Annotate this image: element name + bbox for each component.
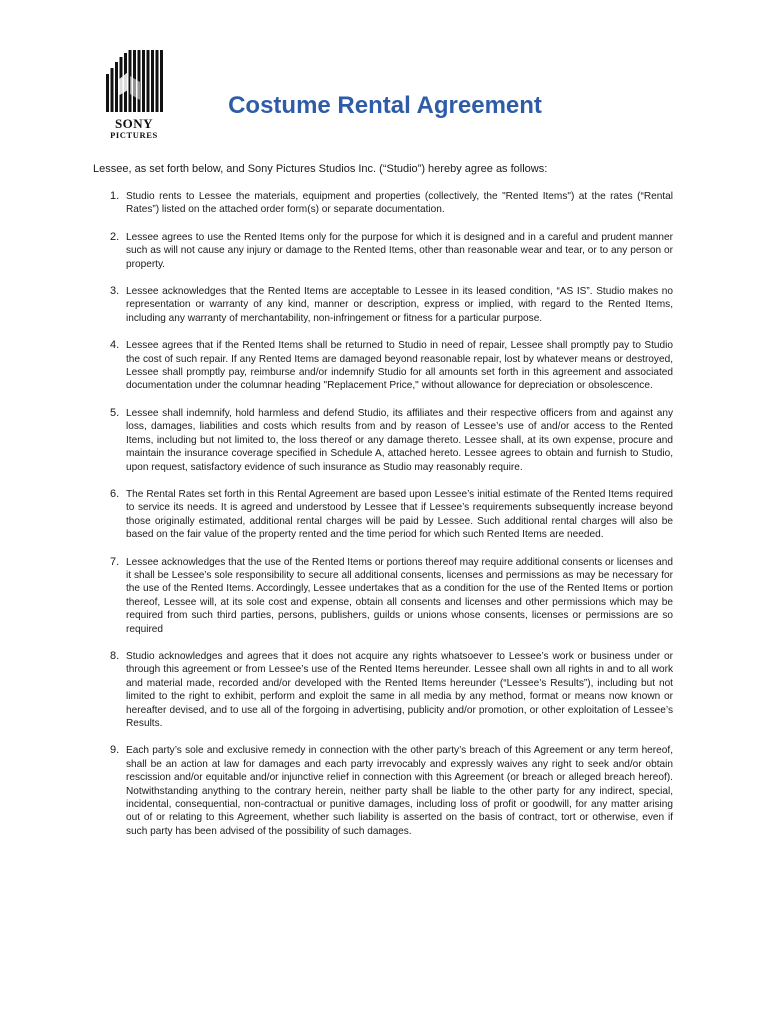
clause-number: 4. xyxy=(110,339,120,352)
clause-item xyxy=(93,556,673,636)
clause-text: Each party’s sole and exclusive remedy in connection with the other party’s breach of this Agreement or any term hereof, shall be an action at law for damages and each party irrevocably and expressly waives any right to seek and/or obtain rescission and/or equitable and/or injunctive relief in connection with this Agreement (or breach or alleged breach hereof). Notwithstanding anything to the contrary herein, neither party shall be liable to the other party for any indirect, special, incidental, consequential, non-contractual or punitive damages, including loss of profit or goodwill, for any matter arising out of or relating to this Agreement, whether such liability is asserted on the basis of contract, tort or otherwise, even if such party has been advised of the possibility of such damages. xyxy=(126,745,673,837)
document-title xyxy=(0,92,770,121)
clause-item xyxy=(93,650,673,730)
clause-item xyxy=(93,488,673,542)
clause-text: Lessee acknowledges that the use of the Rented Items or portions thereof may require additional consents or licenses and it shall be Lessee’s sole responsibility to secure all additional consents, licenses and permissions as may be necessary for the use of the Rented Items. Accordingly, Lessee undertakes that as a condition for the use of the Rented Items or portion thereof, Lessee will, at its sole cost and expense, obtain all consents and licenses and other permissions which may be required from such third parties, persons, publishers, guilds or unions whose consents, licenses or permissions are so required xyxy=(126,556,673,635)
clause-item xyxy=(93,190,673,217)
clause-text: Lessee agrees that if the Rented Items shall be returned to Studio in need of repair, Lessee shall promptly pay to Studio the cost of such repair. If any Rented Items are damaged beyond reasonable repair, lost by whatever means or destroyed, Lessee shall promptly pay, reimburse and/or indemnify Studio for all amounts set forth in this agreement and associated documentation under the columnar heading "Replacement Price," without allowance for depreciation or obsolescence. xyxy=(126,340,673,392)
clause-number: 5. xyxy=(110,406,120,419)
clause-item xyxy=(93,285,673,325)
clause-text: Lessee agrees to use the Rented Items only for the purpose for which it is designed and in a careful and prudent manner such as will not cause any injury or damage to the Rented Items, other than reasonable wear and tear, or to any person or property. xyxy=(126,231,673,270)
clause-number: 9. xyxy=(110,744,120,757)
clause-item xyxy=(93,744,673,838)
logo-subwordmark: PICTURES xyxy=(110,130,158,140)
intro-paragraph: Lessee, as set forth below, and Sony Pictures Studios Inc. (“Studio”) hereby agree as follows: xyxy=(93,163,548,175)
clause-text: Studio rents to Lessee the materials, equipment and properties (collectively, the "Rented Items") at the rates (“Rental Rates”) listed on the attached order form(s) or separate documentation. xyxy=(126,191,673,216)
document-title-text: Costume Rental Agreement xyxy=(228,92,542,119)
clause-number: 2. xyxy=(110,230,120,243)
clause-number: 6. xyxy=(110,487,120,500)
logo-wordmark: SONY xyxy=(114,116,154,131)
clause-number: 8. xyxy=(110,649,120,662)
clause-number: 3. xyxy=(110,285,120,298)
clause-item xyxy=(93,407,673,474)
clause-list xyxy=(93,190,673,838)
clause-text: Studio acknowledges and agrees that it does not acquire any rights whatsoever to Lessee’s work or business under or through this agreement or from Lessee’s use of the Rented Items hereunder. Lessee shall own all rights in and to all work and material made, recorded and/or developed with the Rented Items hereunder (“Lessee’s Results”), including but not limited to the right to exhibit, perform and exploit the same in all media by any method, format or means now known or hereafter devised, and to use all of the forgoing in advertising, publicity and/or promotion, or other exploitation of Lessee’s Results. xyxy=(126,650,673,729)
clause-text: Lessee shall indemnify, hold harmless and defend Studio, its affiliates and their respective officers from and against any loss, damages, liabilities and costs which results from and by reason of Lessee’s use of and/or access to the Rented Items, including but not limited to, the loss thereof or any damage thereto. Lessee shall, at its own expense, procure and maintain the insurance coverage specified in Schedule A, attached hereto. Lessee agrees to obtain and furnish to Studio, upon request, satisfactory evidence of such insurance as Studio may reasonably require. xyxy=(126,407,673,473)
clause-item xyxy=(93,231,673,271)
clause-text: Lessee acknowledges that the Rented Items are acceptable to Lessee in its leased condition, “AS IS”. Studio makes no representation or warranty of any kind, manner or description, express or implied, with regard to the Rented Items, including any warranty of merchantability, non-infringement or fitness for a particular purpose. xyxy=(126,286,673,324)
clause-item xyxy=(93,339,673,393)
clause-number: 1. xyxy=(110,190,120,202)
clause-number: 7. xyxy=(110,555,120,568)
clause-text: The Rental Rates set forth in this Rental Agreement are based upon Lessee’s initial estimate of the Rented Items required to service its needs. It is agreed and understood by Lessee that if Lessee’s requirements subsequently increase beyond those originally estimated, additional rental charges will be paid by Lessee. Such additional rental charges will also be based on the fair value of the property rented and the time period for which such Rented Items are needed. xyxy=(126,488,673,541)
